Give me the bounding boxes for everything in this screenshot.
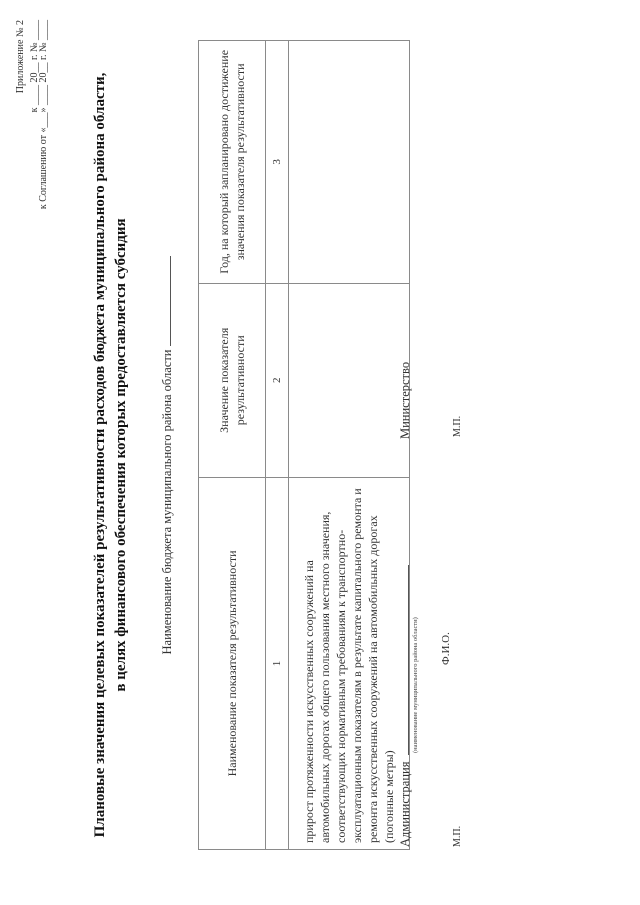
target-year-cell (289, 41, 410, 284)
administration-hint: (наименование муниципального района области) (412, 617, 419, 753)
administration-signature-line (408, 565, 409, 755)
agreement-ref: к Соглашению от «___» ____ 20__ г. № ____ (38, 20, 49, 210)
indicator-value-cell (289, 283, 410, 477)
ministry-label: Министерство (398, 361, 412, 439)
header-target-year: Год, на который запланировано достижение значения показателя результативности (199, 41, 266, 284)
title-line-1: Плановые значения целевых показателей результативности расходов бюджета муниципального района области, (92, 72, 108, 838)
table-number-row (266, 41, 289, 850)
column-number-2: 2 (266, 283, 289, 477)
column-number-3: 3 (266, 41, 289, 284)
administration-label: Администрация (398, 761, 412, 847)
document-title (90, 45, 132, 865)
table-header-row (199, 41, 266, 850)
budget-name-line (158, 45, 175, 865)
appendix-label: Приложение № 2 (15, 20, 26, 94)
header-indicator-value: Значение показателя результативности (199, 283, 266, 477)
stamp-left: М.П. (452, 825, 463, 847)
budget-blank-line (158, 256, 171, 346)
table-row (289, 41, 410, 850)
indicators-table (198, 40, 410, 850)
appendix-ref: к ____ 20__ г. № ____ (29, 20, 40, 113)
header-indicator-name: Наименование показателя результативности (199, 477, 266, 849)
stamp-right: М.П. (452, 415, 463, 437)
fio-label: Ф.И.О. (440, 632, 452, 665)
indicator-name-cell: прирост протяженности искусственных сооружений на автомобильных дорогах общего пользования местного значения, соответствующих нормативным требованиям к транспортно-эксплуатационным показателям в результате капитального ремонта и ремонта искусственных сооружений на автомобильных дорогах (погонные метры) (289, 477, 410, 849)
budget-label: Наименование бюджета муниципального района области (160, 349, 174, 655)
title-line-2: в целях финансового обеспечения которых предоставляется субсидия (113, 218, 129, 692)
column-number-1: 1 (266, 477, 289, 849)
